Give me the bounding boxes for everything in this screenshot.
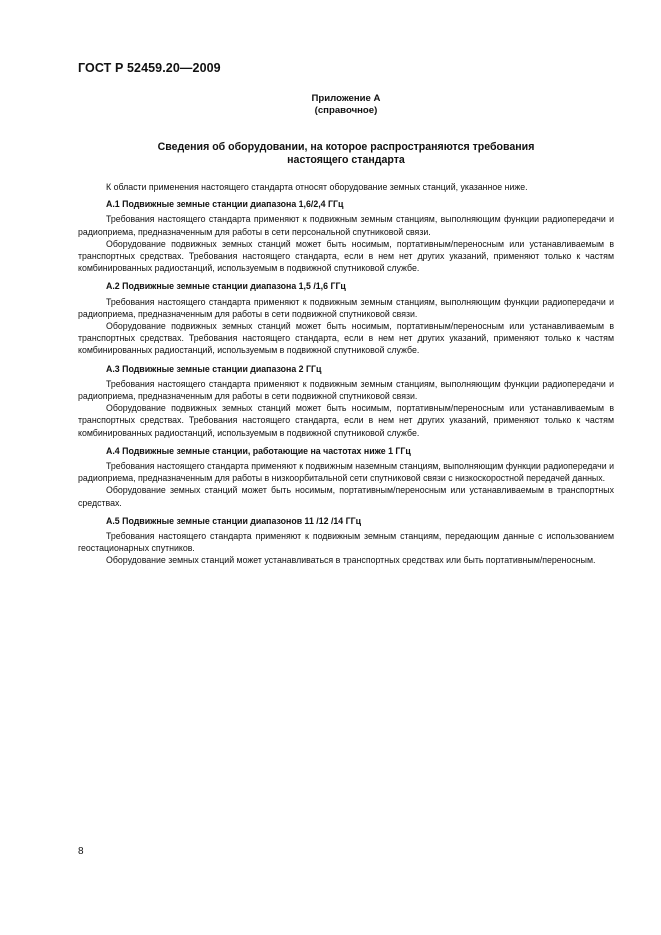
annex-label-block [78,93,614,117]
section-paragraph: Оборудование подвижных земных станций может быть носимым, портативным/переносным или устанавливаемым в транспортных средствах. Требования настоящего стандарта, если в нем нет других указаний, применяют только к частям комбинированных радиостанций, используемым в подвижной спутниковой службе. [78,403,614,438]
section-heading: А.1 Подвижные земные станции диапазона 1,6/2,4 ГГц [106,199,344,210]
section-paragraph: Оборудование подвижных земных станций может быть носимым, портативным/переносным или устанавливаемым в транспортных средствах. Требования настоящего стандарта, если в нем нет других указаний, применяют только к частям комбинированных радиостанций, используемым в подвижной спутниковой службе. [78,238,614,274]
section-a1 [78,198,614,274]
section-paragraph: Требования настоящего стандарта применяют к подвижным земным станциям, выполняющим функции радиопередачи и радиоприема, предназначенным для работы в сети персональной спутниковой связи. [78,214,614,237]
section-paragraph: Требования настоящего стандарта применяют к подвижным земным станциям, выполняющим функции радиопередачи и радиоприема, предназначенным для работы в сети подвижной спутниковой связи. [78,378,614,402]
intro-paragraph: К области применения настоящего стандарта относят оборудование земных станций, указанное ниже. [106,182,528,192]
section-paragraph: Требования настоящего стандарта применяют к подвижным наземным станциям, выполняющим функции радиопередачи и радиоприема, предназначенным для работы в низкоорбитальной сети спутниковой связи с низкоскоростной передачей данных. [78,461,614,484]
page-number: 8 [78,846,84,857]
section-heading: А.2 Подвижные земные станции диапазона 1,5 /1,6 ГГц [106,281,346,292]
section-heading: А.4 Подвижные земные станции, работающие на частотах ниже 1 ГГц [106,445,411,456]
section-a3 [78,363,614,439]
section-paragraph: Оборудование подвижных земных станций может быть носимым, портативным/переносным или устанавливаемым в транспортных средствах. Требования настоящего стандарта, если в нем нет других указаний, применяют только к частям комбинированных радиостанций, используемым в подвижной спутниковой службе. [78,321,614,356]
section-a2 [78,280,614,356]
section-paragraph: Оборудование земных станций может устанавливаться в транспортных средствах или быть портативным/переносным. [106,555,596,566]
annex-title [78,141,614,167]
document-code: ГОСТ Р 52459.20—2009 [78,61,221,75]
section-paragraph: Требования настоящего стандарта применяют к подвижным земным станциям, выполняющим функции радиопередачи и радиоприема, предназначенным для работы в сети подвижной спутниковой связи. [78,296,614,319]
section-a4 [78,445,614,509]
annex-body [78,181,614,573]
annex-type: (справочное) [314,105,378,116]
section-a5 [78,515,614,567]
annex-title-line2: настоящего стандарта [287,154,405,166]
section-paragraph: Оборудование земных станций может быть носимым, портативным/переносным или устанавливаемым в транспортных средствах. [78,485,614,508]
annex-label: Приложение А [311,93,381,104]
section-heading: А.3 Подвижные земные станции диапазона 2 ГГц [106,363,322,374]
section-heading: А.5 Подвижные земные станции диапазонов 11 /12 /14 ГГц [106,515,362,526]
annex-title-line1: Сведения об оборудовании, на которое распространяются требования [157,141,535,153]
section-paragraph: Требования настоящего стандарта применяют к подвижным земным станциям, передающим данные с использованием геостационарных спутников. [78,531,614,554]
